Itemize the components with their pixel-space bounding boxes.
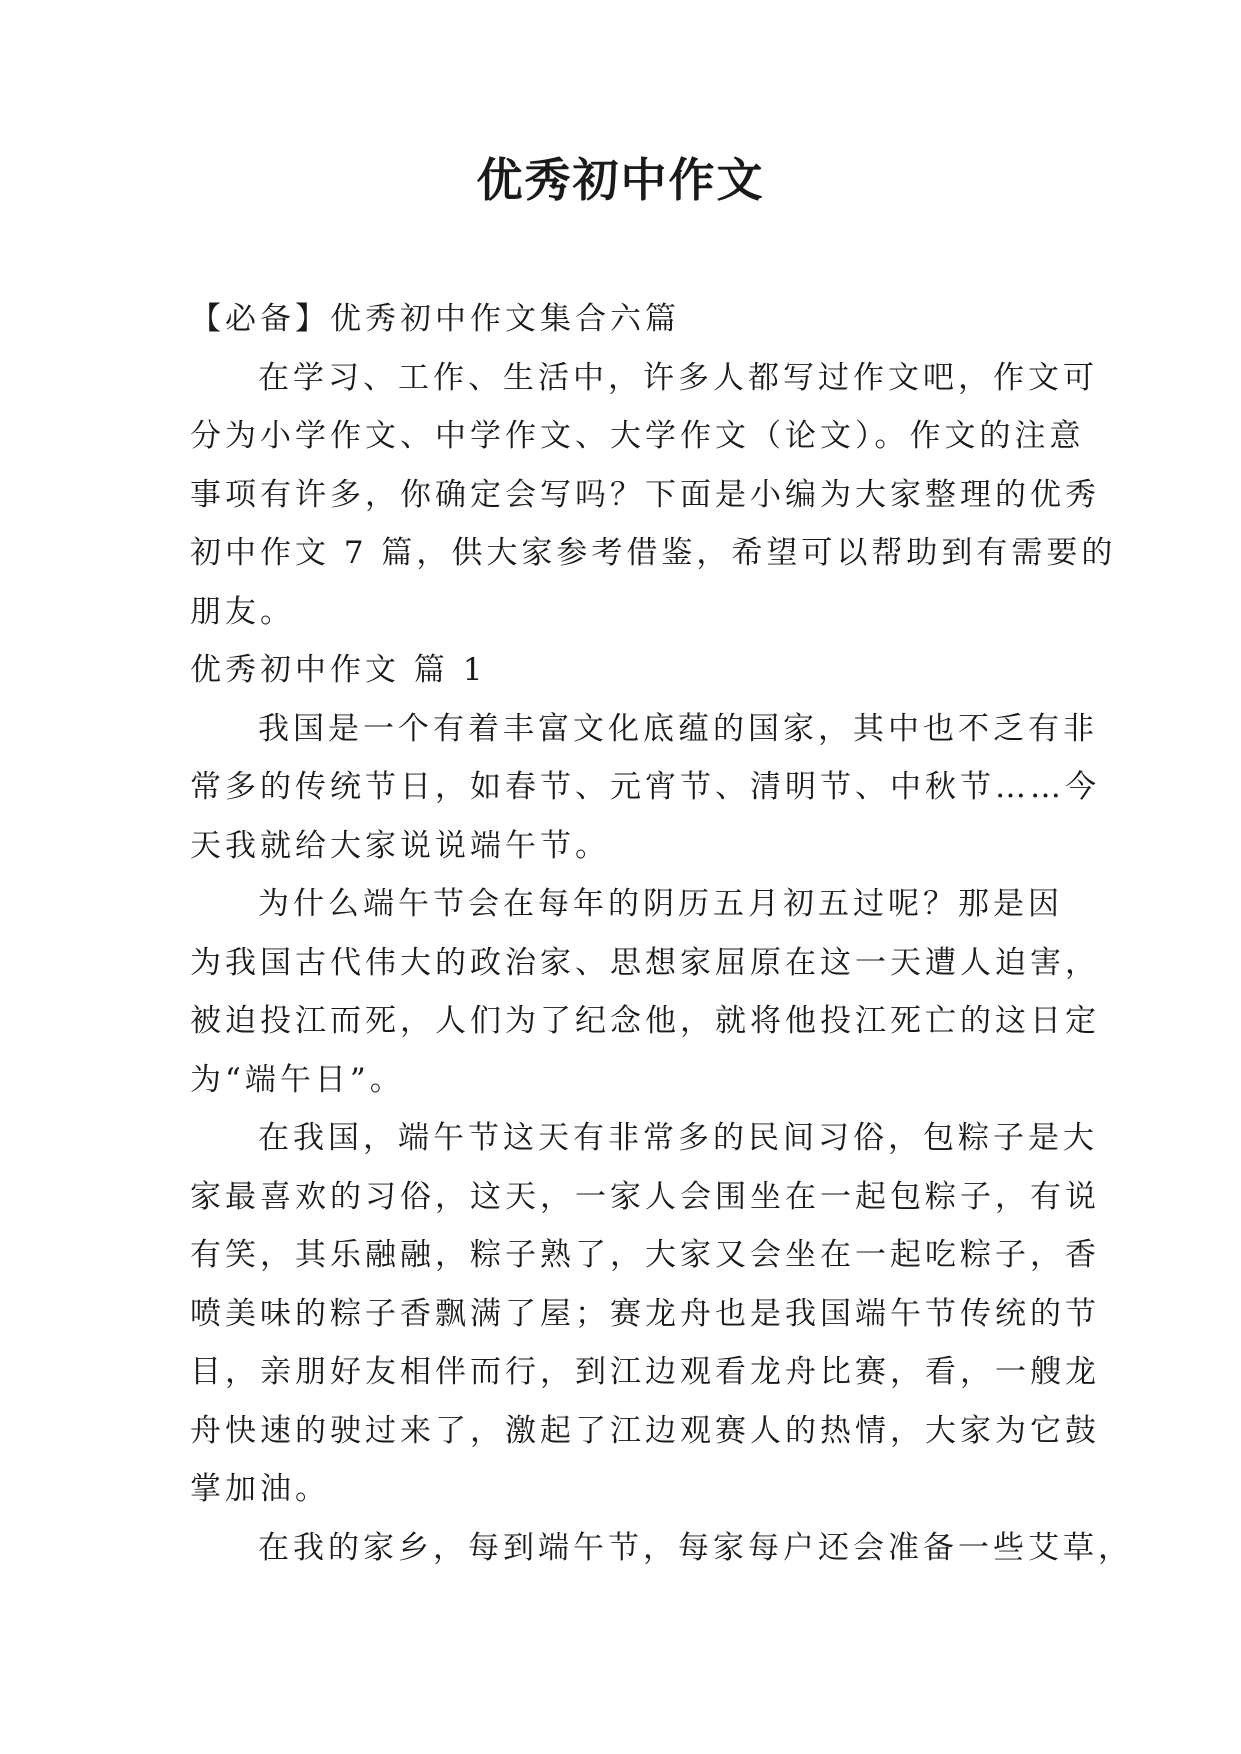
text-line: 天我就给大家说说端午节。 (190, 827, 610, 864)
text-line: 舟快速的驶过来了，激起了江边观赛人的热情，大家为它鼓 (190, 1412, 1100, 1449)
text-line: 优秀初中作文 篇 1 (190, 652, 487, 688)
document-title: 优秀初中作文 (476, 153, 765, 207)
text-line: 有笑，其乐融融，粽子熟了，大家又会坐在一起吃粽子，香 (190, 1237, 1100, 1273)
text-line: 为什么端午节会在每年的阴历五月初五过呢？那是因 (258, 886, 1063, 922)
text-line: 为“端午日”。 (190, 1061, 405, 1098)
text-line: 常多的传统节日，如春节、元宵节、清明节、中秋节……今 (190, 769, 1100, 805)
text-line: 家最喜欢的习俗，这天，一家人会围坐在一起包粽子，有说 (190, 1178, 1100, 1215)
text-line: 朋友。 (190, 593, 295, 630)
text-line: 分为小学作文、中学作文、大学作文（论文）。作文的注意 (190, 418, 1085, 454)
text-line: 初中作文 7 篇，供大家参考借鉴，希望可以帮助到有需要的 (190, 535, 1117, 571)
text-line: 在我国，端午节这天有非常多的民间习俗，包粽子是大 (258, 1120, 1098, 1156)
text-line: 为我国古代伟大的政治家、思想家屈原在这一天遭人迫害， (190, 944, 1100, 981)
text-line: 【必备】优秀初中作文集合六篇 (190, 301, 680, 337)
text-line: 目，亲朋好友相伴而行，到江边观看龙舟比赛，看，一艘龙 (190, 1354, 1100, 1390)
document-body (190, 290, 1133, 1577)
text-line: 被迫投江而死，人们为了纪念他，就将他投江死亡的这日定 (190, 1003, 1100, 1039)
text-line: 在学习、工作、生活中，许多人都写过作文吧，作文可 (258, 359, 1098, 396)
text-line: 在我的家乡，每到端午节，每家每户还会准备一些艾草， (258, 1529, 1133, 1566)
text-line: 事项有许多，你确定会写吗？下面是小编为大家整理的优秀 (190, 476, 1100, 513)
text-line: 喷美味的粽子香飘满了屋；赛龙舟也是我国端午节传统的节 (190, 1295, 1100, 1332)
text-line: 我国是一个有着丰富文化底蕴的国家，其中也不乏有非 (258, 710, 1098, 747)
text-line: 掌加油。 (190, 1471, 330, 1507)
